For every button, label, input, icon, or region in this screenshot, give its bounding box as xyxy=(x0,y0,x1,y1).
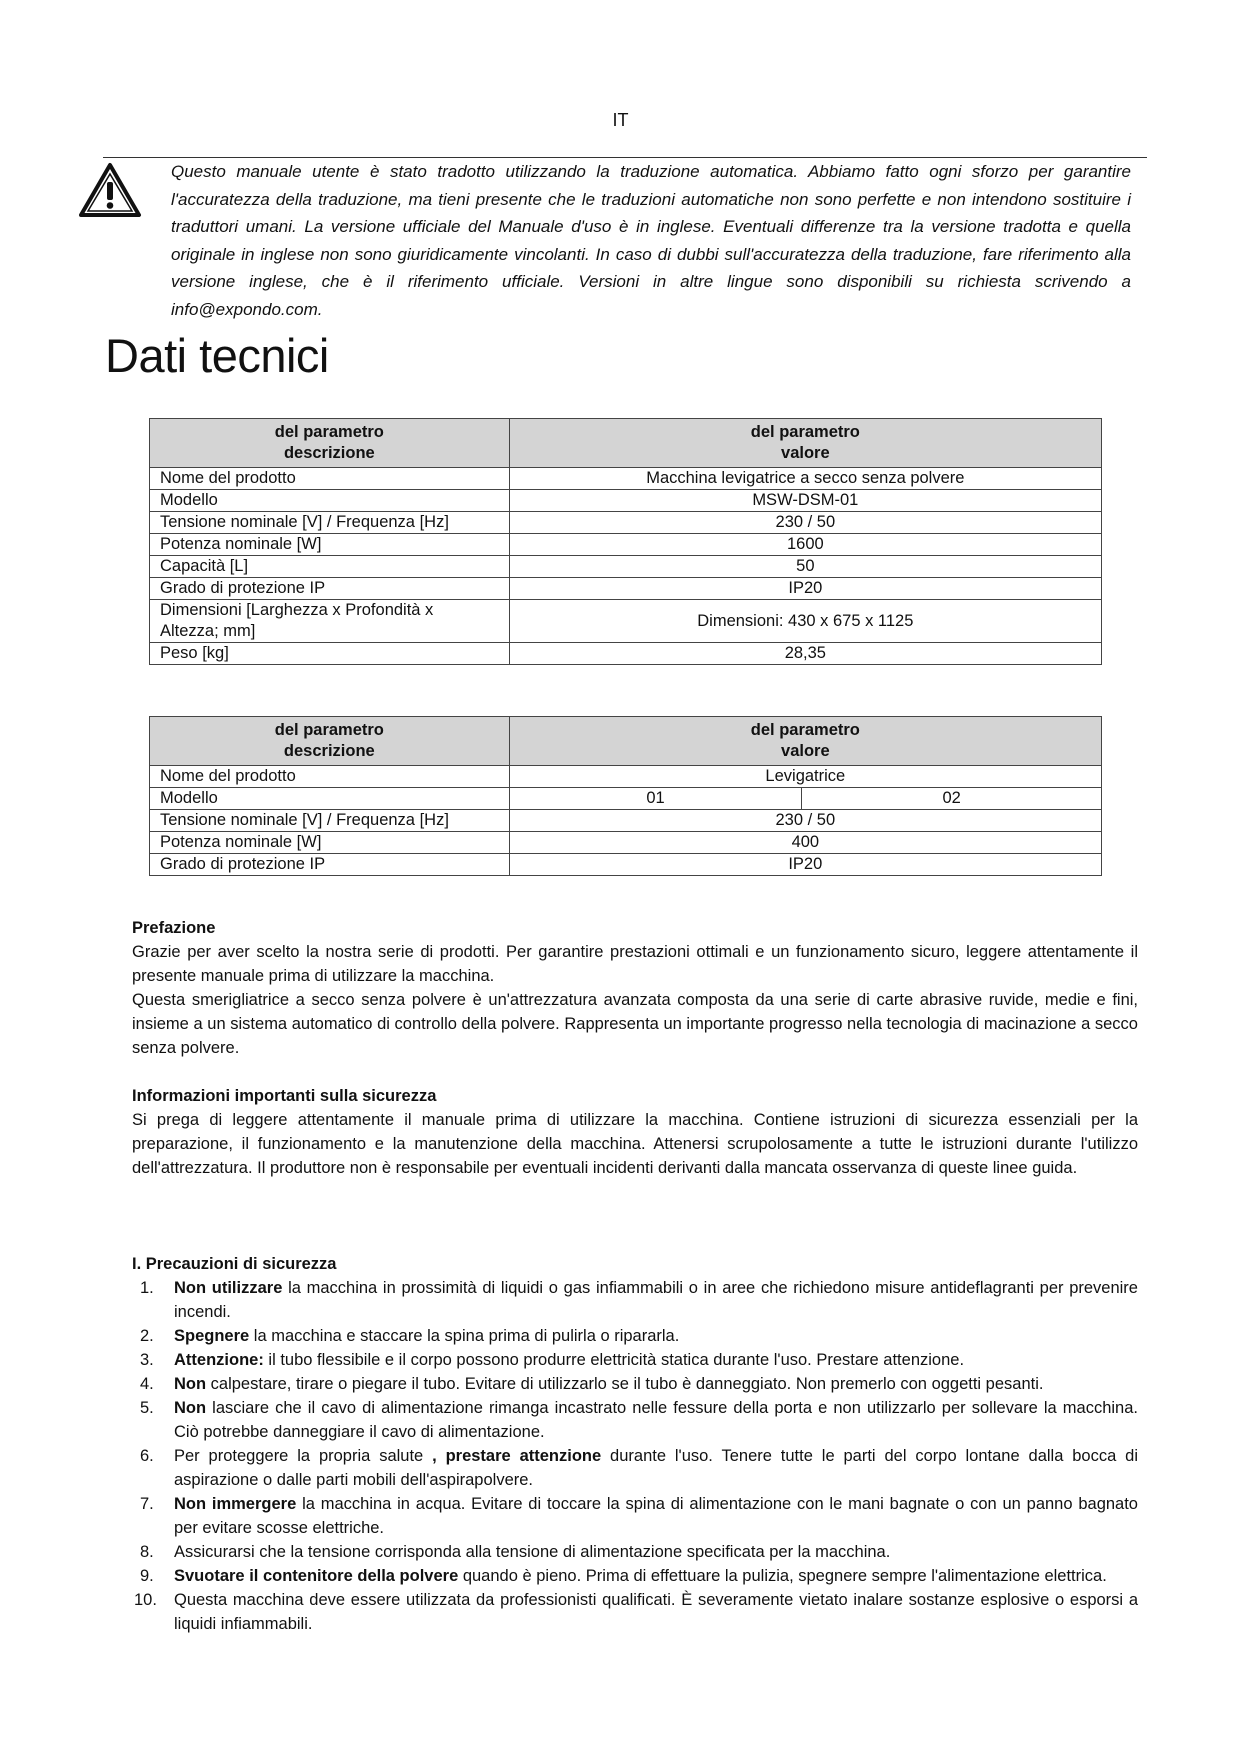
row-label: Tensione nominale [V] / Frequenza [Hz] xyxy=(150,810,510,832)
table-row xyxy=(150,788,1102,810)
row-label: Nome del prodotto xyxy=(150,468,510,490)
item-bold: Non xyxy=(174,1375,207,1393)
row-value: 400 xyxy=(509,832,1101,854)
item-text: lasciare che il cavo di alimentazione rimanga incastrato nelle fessure della porta e non utilizzarlo per sollevare la macchina. Ciò potrebbe danneggiare il cavo di alimentazione. xyxy=(174,1399,1138,1441)
item-bold: , prestare attenzione xyxy=(432,1447,602,1465)
precautions-list xyxy=(132,1276,1138,1636)
table-row xyxy=(150,556,1102,578)
header-value xyxy=(509,419,1101,468)
warning-triangle-icon xyxy=(78,162,142,218)
item-text: la macchina in prossimità di liquidi o gas infiammabili o in aree che richiedono misure antideflagranti per prevenire incendi. xyxy=(174,1279,1138,1321)
item-text: quando è pieno. Prima di effettuare la pulizia, spegnere sempre l'alimentazione elettrica. xyxy=(458,1567,1107,1585)
item-text: calpestare, tirare o piegare il tubo. Evitare di utilizzarlo se il tubo è danneggiato. Non premerlo con oggetti pesanti. xyxy=(206,1375,1044,1393)
row-value-model-a: 01 xyxy=(509,788,802,810)
row-label: Grado di protezione IP xyxy=(150,854,510,876)
header-line: valore xyxy=(781,742,830,760)
list-item xyxy=(132,1348,1138,1372)
paragraph: Grazie per aver scelto la nostra serie di prodotti. Per garantire prestazioni ottimali e un funzionamento sicuro, leggere attentamente il presente manuale prima di utilizzare la macchina. xyxy=(132,943,1138,985)
list-item xyxy=(132,1324,1138,1348)
row-label: Modello xyxy=(150,490,510,512)
header-line: del parametro xyxy=(750,423,860,441)
item-bold: Svuotare il contenitore della polvere xyxy=(174,1567,459,1585)
list-number: 2. xyxy=(140,1327,154,1345)
row-value: 1600 xyxy=(509,534,1101,556)
item-bold: Non immergere xyxy=(174,1495,297,1513)
row-value: Dimensioni: 430 x 675 x 1125 xyxy=(509,600,1101,643)
item-bold: Non utilizzare xyxy=(174,1279,283,1297)
section-heading: I. Precauzioni di sicurezza xyxy=(132,1255,337,1273)
table-header-row xyxy=(150,717,1102,766)
table-row xyxy=(150,512,1102,534)
list-item xyxy=(132,1444,1138,1492)
row-label: Grado di protezione IP xyxy=(150,578,510,600)
translation-disclaimer: Questo manuale utente è stato tradotto utilizzando la traduzione automatica. Abbiamo fatto ogni sforzo per garantire l'accuratezza della traduzione, ma tieni presente che le traduzioni automatiche non sono perfette e non intendono sostituire i traduttori umani. La versione ufficiale del Manuale d'uso è in inglese. Eventuali differenze tra la versione tradotta e quella originale in inglese non sono giuridicamente vincolanti. In caso di dubbi sull'accuratezza della traduzione, fare riferimento alla versione inglese, che è il riferimento ufficiale. Versioni in altre lingue sono disponibili su richiesta scrivendo a info@expondo.com. xyxy=(171,162,1131,319)
header-description xyxy=(150,419,510,468)
paragraph: Si prega di leggere attentamente il manuale prima di utilizzare la macchina. Contiene istruzioni di sicurezza essenziali per la preparazione, il funzionamento e la manutenzione della macchina. Attenersi scrupolosamente a tutte le istruzioni durante l'utilizzo dell'attrezzatura. Il produttore non è responsabile per eventuali incidenti derivanti dalla mancata osservanza di queste linee guida. xyxy=(132,1111,1138,1177)
row-value: IP20 xyxy=(509,578,1101,600)
row-value-model-b: 02 xyxy=(802,788,1102,810)
row-label: Potenza nominale [W] xyxy=(150,832,510,854)
row-label: Peso [kg] xyxy=(150,643,510,665)
item-text: la macchina e staccare la spina prima di pulirla o ripararla. xyxy=(249,1327,680,1345)
section-safety-info xyxy=(132,1084,1138,1180)
header-line: descrizione xyxy=(283,742,375,760)
item-text: la macchina in acqua. Evitare di toccare la spina di alimentazione con le mani bagnate o con un panno bagnato per evitare scosse elettriche. xyxy=(174,1495,1138,1537)
table-header-row xyxy=(150,419,1102,468)
page-title: Dati tecnici xyxy=(105,329,329,382)
item-bold: Attenzione: xyxy=(174,1351,264,1369)
item-text: Assicurarsi che la tensione corrisponda alla tensione di alimentazione specificata per la macchina. xyxy=(174,1543,891,1561)
list-item xyxy=(132,1564,1138,1588)
header-line: del parametro xyxy=(274,423,384,441)
list-item xyxy=(132,1540,1138,1564)
list-item xyxy=(132,1276,1138,1324)
list-number: 9. xyxy=(140,1567,154,1585)
row-label: Modello xyxy=(150,788,510,810)
list-number: 3. xyxy=(140,1351,154,1369)
list-number: 4. xyxy=(140,1375,154,1393)
list-number: 10. xyxy=(134,1591,157,1609)
section-heading: Prefazione xyxy=(132,919,216,937)
row-label: Potenza nominale [W] xyxy=(150,534,510,556)
row-label: Nome del prodotto xyxy=(150,766,510,788)
table-row xyxy=(150,766,1102,788)
row-label: Dimensioni [Larghezza x Profondità x Altezza; mm] xyxy=(150,600,510,643)
row-value: Levigatrice xyxy=(509,766,1101,788)
list-item xyxy=(132,1372,1138,1396)
list-number: 1. xyxy=(140,1279,154,1297)
row-value: 28,35 xyxy=(509,643,1101,665)
list-number: 7. xyxy=(140,1495,154,1513)
list-item xyxy=(132,1396,1138,1444)
row-label: Capacità [L] xyxy=(150,556,510,578)
item-bold: Spegnere xyxy=(174,1327,250,1345)
row-value: 230 / 50 xyxy=(509,512,1101,534)
table-row xyxy=(150,600,1102,643)
table-row xyxy=(150,643,1102,665)
paragraph: Questa smerigliatrice a secco senza polvere è un'attrezzatura avanzata composta da una serie di carte abrasive ruvide, medie e fini, insieme a un sistema automatico di controllo della polvere. Rappresenta un importante progresso nella tecnologia di macinazione a secco senza polvere. xyxy=(132,991,1138,1057)
list-item xyxy=(132,1588,1138,1636)
table-row xyxy=(150,468,1102,490)
header-line: del parametro xyxy=(750,721,860,739)
item-bold: Non xyxy=(174,1399,207,1417)
list-number: 6. xyxy=(140,1447,154,1465)
section-precautions xyxy=(132,1252,1138,1636)
spec-table-sander xyxy=(149,716,1102,876)
table-row xyxy=(150,810,1102,832)
row-value: MSW-DSM-01 xyxy=(509,490,1101,512)
row-value: 230 / 50 xyxy=(509,810,1101,832)
list-number: 5. xyxy=(140,1399,154,1417)
table-row xyxy=(150,578,1102,600)
row-value: Macchina levigatrice a secco senza polvere xyxy=(509,468,1101,490)
table-row xyxy=(150,854,1102,876)
header-line: descrizione xyxy=(283,444,375,462)
item-text: durante l'uso. Tenere tutte le parti del corpo lontane dalla bocca di aspirazione o dalle parti mobili dell'aspirapolvere. xyxy=(174,1447,1139,1489)
list-number: 8. xyxy=(140,1543,154,1561)
row-value: IP20 xyxy=(509,854,1101,876)
header-value xyxy=(509,717,1101,766)
row-label: Tensione nominale [V] / Frequenza [Hz] xyxy=(150,512,510,534)
page-language-code: IT xyxy=(612,110,629,130)
item-text: Per proteggere la propria salute xyxy=(174,1447,433,1465)
list-item xyxy=(132,1492,1138,1540)
header-line: valore xyxy=(781,444,830,462)
section-prefazione xyxy=(132,916,1138,1060)
spec-table-main xyxy=(149,418,1102,665)
table-row xyxy=(150,534,1102,556)
item-text: il tubo flessibile e il corpo possono produrre elettricità statica durante l'uso. Prestare attenzione. xyxy=(263,1351,965,1369)
header-line: del parametro xyxy=(274,721,384,739)
table-row xyxy=(150,832,1102,854)
row-value: 50 xyxy=(509,556,1101,578)
item-text: Questa macchina deve essere utilizzata da professionisti qualificati. È severamente vietato inalare sostanze esplosive o esporsi a liquidi infiammabili. xyxy=(174,1591,1138,1633)
section-heading: Informazioni importanti sulla sicurezza xyxy=(132,1087,437,1105)
table-row xyxy=(150,490,1102,512)
header-description xyxy=(150,717,510,766)
